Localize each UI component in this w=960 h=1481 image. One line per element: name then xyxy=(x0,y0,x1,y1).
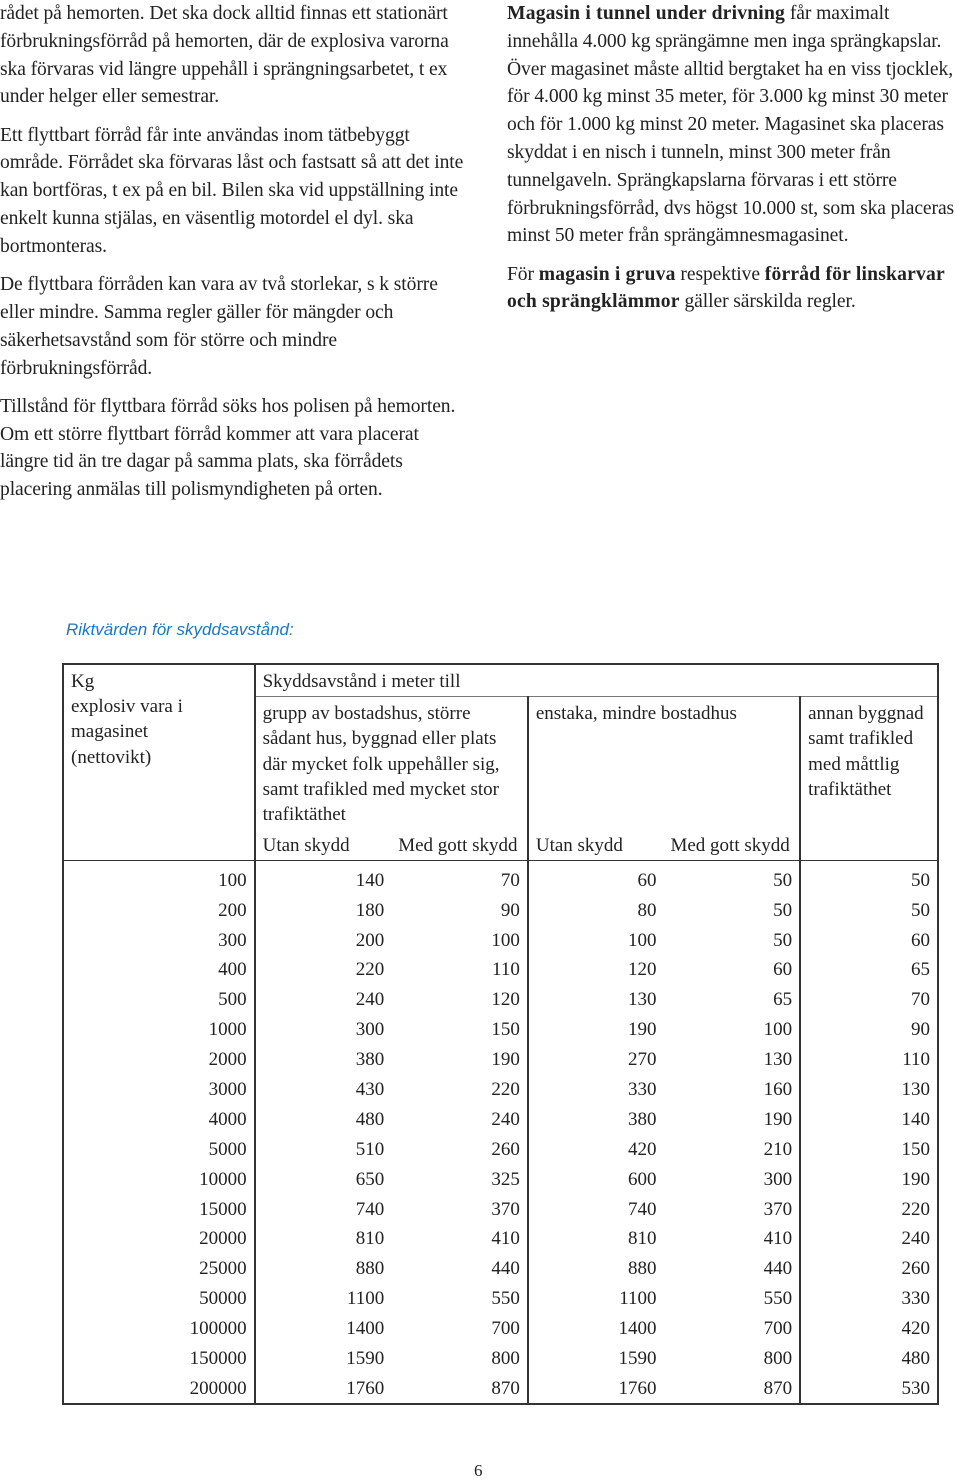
table-cell: 870 xyxy=(491,1377,520,1399)
table-cell: 260 xyxy=(491,1138,520,1160)
table-cell: 1590 xyxy=(528,1344,664,1374)
table-cell: 220 xyxy=(800,1194,938,1224)
table-cell: 60 xyxy=(800,925,938,955)
group-header: Skyddsavstånd i meter till xyxy=(255,664,938,697)
table-row xyxy=(63,1284,938,1314)
table-cell: 20000 xyxy=(199,1228,247,1250)
table-row xyxy=(63,1314,938,1344)
table-cell: 130 xyxy=(800,1075,938,1105)
table-cell: 300 xyxy=(218,929,247,951)
table-cell: 200 xyxy=(255,925,392,955)
table-cell: 430 xyxy=(255,1075,392,1105)
table-cell: 140 xyxy=(255,861,392,895)
table-row xyxy=(63,955,938,985)
table-cell: 700 xyxy=(491,1318,520,1340)
table-cell: 550 xyxy=(491,1288,520,1310)
table-cell: 550 xyxy=(763,1288,793,1310)
table-cell: 100 xyxy=(528,925,664,955)
table-cell: 60 xyxy=(528,861,664,895)
table-cell: 1760 xyxy=(528,1374,664,1405)
table-cell: 800 xyxy=(763,1348,793,1370)
table-row xyxy=(63,985,938,1015)
table-cell: 50 xyxy=(800,861,938,895)
table-cell: 120 xyxy=(491,989,520,1011)
col1-header: Kg explosiv vara i magasinet (nettovikt) xyxy=(63,664,255,861)
bold-term: magasin i gruva xyxy=(538,263,676,285)
paragraph xyxy=(507,261,960,317)
table-cell: 800 xyxy=(491,1348,520,1370)
paragraph-text: gäller särskilda regler. xyxy=(679,291,856,313)
table-cell: 70 xyxy=(500,869,520,891)
table-cell: 410 xyxy=(491,1228,520,1250)
table-cell: 880 xyxy=(528,1254,664,1284)
table-cell: 1400 xyxy=(528,1314,664,1344)
table-row xyxy=(63,1045,938,1075)
table-cell: 100 xyxy=(218,869,247,891)
paragraph-text: får maximalt innehålla 4.000 kg sprängämne men inga sprängkapslar. Över magasinet måste alltid bergtaket ha en viss tjocklek, för 4.000 kg minst 35 meter, för 3.000 kg minst 30 meter och för 1.000 kg minst 20 meter. Magasinet ska placeras skyddat i en nisch i tunneln, minst 300 meter från tunnelgaveln. Sprängkapslarna förvaras i ett större förbrukningsförråd, dvs högst 10.000 st, som ska placeras minst 50 meter från sprängämnesmagasinet. xyxy=(507,3,955,247)
safety-distance-table xyxy=(62,663,939,1405)
table-row xyxy=(63,1374,938,1405)
table-cell: 5000 xyxy=(208,1138,247,1160)
table-cell: 370 xyxy=(763,1198,793,1220)
table-cell: 420 xyxy=(800,1314,938,1344)
table-cell: 1400 xyxy=(255,1314,392,1344)
table-cell: 650 xyxy=(255,1164,392,1194)
page-number: 6 xyxy=(474,1461,483,1480)
table-cell: 110 xyxy=(492,959,520,981)
subheader-other-building: annan byggnad samt trafikled med måttlig trafiktäthet xyxy=(800,697,938,861)
table-cell: 190 xyxy=(800,1164,938,1194)
table-row xyxy=(63,1075,938,1105)
table-cell: 370 xyxy=(491,1198,520,1220)
table-row xyxy=(63,861,938,895)
paragraph-text: För xyxy=(507,263,539,285)
table-cell: 150 xyxy=(800,1134,938,1164)
table-cell: 270 xyxy=(528,1045,664,1075)
table-cell: 870 xyxy=(763,1377,793,1399)
table-cell: 190 xyxy=(491,1049,520,1071)
paragraph xyxy=(507,0,960,250)
table-cell: 440 xyxy=(491,1258,520,1280)
table-row xyxy=(63,1194,938,1224)
table-cell: 130 xyxy=(528,985,664,1015)
table-cell: 1100 xyxy=(255,1284,392,1314)
table-row xyxy=(63,895,938,925)
table-cell: 740 xyxy=(255,1194,392,1224)
table-row xyxy=(63,925,938,955)
table-cell: 220 xyxy=(491,1079,520,1100)
paragraph: Tillstånd för flyttbara förråd söks hos polisen på hemorten. Om ett större flyttbart förråd kommer att vara placerat längre tid än tre dagar på samma plats, ska förrådets placering anmälas till polismyndigheten på orten. xyxy=(0,395,456,501)
table-row xyxy=(63,1105,938,1135)
table-cell: 100000 xyxy=(189,1318,247,1340)
header-utan-skydd: Utan skydd xyxy=(255,829,392,861)
table-cell: 1100 xyxy=(528,1284,664,1314)
table-cell: 240 xyxy=(800,1224,938,1254)
table-cell: 300 xyxy=(255,1015,392,1045)
table-cell: 530 xyxy=(800,1374,938,1405)
header-utan-skydd: Utan skydd xyxy=(528,829,664,861)
table-caption: Riktvärden för skyddsavstånd: xyxy=(66,620,294,639)
table-row xyxy=(63,1015,938,1045)
paragraph: rådet på hemorten. Det ska dock alltid finnas ett stationärt förbrukningsförråd på hemorten, där de explosiva varorna ska förvaras vid längre uppehåll i sprängningsarbetet, t ex under helger eller semestrar. xyxy=(0,3,449,108)
table-cell: 1590 xyxy=(255,1344,392,1374)
table-cell: 1760 xyxy=(255,1374,392,1405)
table-cell: 325 xyxy=(491,1168,520,1190)
subheader-single-house: enstaka, mindre bostadhus xyxy=(528,697,800,830)
table-cell: 330 xyxy=(528,1075,664,1105)
header-med-gott-skydd: Med gott skydd xyxy=(663,829,800,861)
table-cell: 240 xyxy=(255,985,392,1015)
table-cell: 180 xyxy=(255,895,392,925)
table-cell: 440 xyxy=(763,1258,793,1280)
table-cell: 300 xyxy=(763,1168,793,1190)
bold-term: Magasin i tunnel under drivning xyxy=(507,3,786,24)
table-cell: 190 xyxy=(763,1108,793,1130)
left-text-column xyxy=(0,0,466,515)
table-cell: 240 xyxy=(491,1108,520,1130)
table-cell: 510 xyxy=(255,1134,392,1164)
table-cell: 90 xyxy=(500,899,520,921)
table-cell: 210 xyxy=(763,1138,793,1160)
header-med-gott-skydd: Med gott skydd xyxy=(391,829,528,861)
table-cell: 3000 xyxy=(208,1079,247,1100)
table-cell: 810 xyxy=(528,1224,664,1254)
table-cell: 220 xyxy=(255,955,392,985)
table-cell: 90 xyxy=(800,1015,938,1045)
bold-term: förråd för linskarvar och sprängklämmor xyxy=(507,263,945,313)
table-cell: 260 xyxy=(800,1254,938,1284)
table-cell: 65 xyxy=(773,989,793,1011)
table-cell: 100 xyxy=(491,929,520,951)
table-row xyxy=(63,1134,938,1164)
table-cell: 80 xyxy=(528,895,664,925)
table-cell: 25000 xyxy=(199,1258,247,1280)
table-cell: 330 xyxy=(800,1284,938,1314)
paragraph-text: respektive xyxy=(675,263,765,285)
table-cell: 50 xyxy=(800,895,938,925)
table-cell: 200 xyxy=(218,899,247,921)
table-cell: 1000 xyxy=(208,1019,247,1041)
table-cell: 140 xyxy=(800,1105,938,1135)
table-cell: 410 xyxy=(763,1228,793,1250)
paragraph: Ett flyttbart förråd får inte användas inom tätbebyggt område. Förrådet ska förvaras låst och fastsatt så att det inte kan bortföras, t ex på en bil. Bilen ska vid uppställning inte enkelt kunna stjälas, en väsentlig motordel el dyl. ska bortmonteras. xyxy=(0,124,464,257)
table-cell: 65 xyxy=(800,955,938,985)
table-cell: 700 xyxy=(763,1318,793,1340)
table-cell: 50000 xyxy=(199,1288,247,1310)
table-cell: 50 xyxy=(773,929,793,951)
table-cell: 190 xyxy=(528,1015,664,1045)
table-row xyxy=(63,1164,938,1194)
table-cell: 500 xyxy=(218,989,247,1011)
table-cell: 2000 xyxy=(208,1049,247,1071)
table-cell: 160 xyxy=(763,1079,793,1100)
table-row xyxy=(63,1254,938,1284)
table-cell: 400 xyxy=(218,959,247,981)
table-cell: 120 xyxy=(528,955,664,985)
table-cell: 380 xyxy=(255,1045,392,1075)
subheader-group-of-houses: grupp av bostadshus, större sådant hus, byggnad eller plats där mycket folk uppehåller sig, samt trafikled med mycket stor trafiktäthet xyxy=(255,697,528,830)
table-row xyxy=(63,1344,938,1374)
table-cell: 740 xyxy=(528,1194,664,1224)
table-cell: 10000 xyxy=(199,1168,247,1190)
table-cell: 50 xyxy=(773,869,793,891)
table-cell: 60 xyxy=(773,959,793,981)
paragraph: De flyttbara förråden kan vara av två storlekar, s k större eller mindre. Samma regler gäller för mängder och säkerhetsavstånd som för större och mindre förbrukningsförråd. xyxy=(0,274,438,379)
table-cell: 150 xyxy=(491,1019,520,1041)
table-cell: 4000 xyxy=(208,1108,247,1130)
table-cell: 100 xyxy=(763,1019,793,1041)
table-cell: 480 xyxy=(255,1105,392,1135)
table-cell: 480 xyxy=(800,1344,938,1374)
table-cell: 810 xyxy=(255,1224,392,1254)
table-cell: 600 xyxy=(528,1164,664,1194)
right-text-column xyxy=(507,0,960,327)
table-cell: 420 xyxy=(528,1134,664,1164)
table-cell: 130 xyxy=(763,1049,793,1071)
table-cell: 150000 xyxy=(189,1348,247,1370)
table-cell: 380 xyxy=(528,1105,664,1135)
table-cell: 15000 xyxy=(199,1198,247,1220)
table-row xyxy=(63,1224,938,1254)
table-cell: 880 xyxy=(255,1254,392,1284)
table-cell: 110 xyxy=(800,1045,938,1075)
table-cell: 50 xyxy=(773,899,793,921)
table-cell: 70 xyxy=(800,985,938,1015)
table-cell: 200000 xyxy=(189,1377,247,1399)
